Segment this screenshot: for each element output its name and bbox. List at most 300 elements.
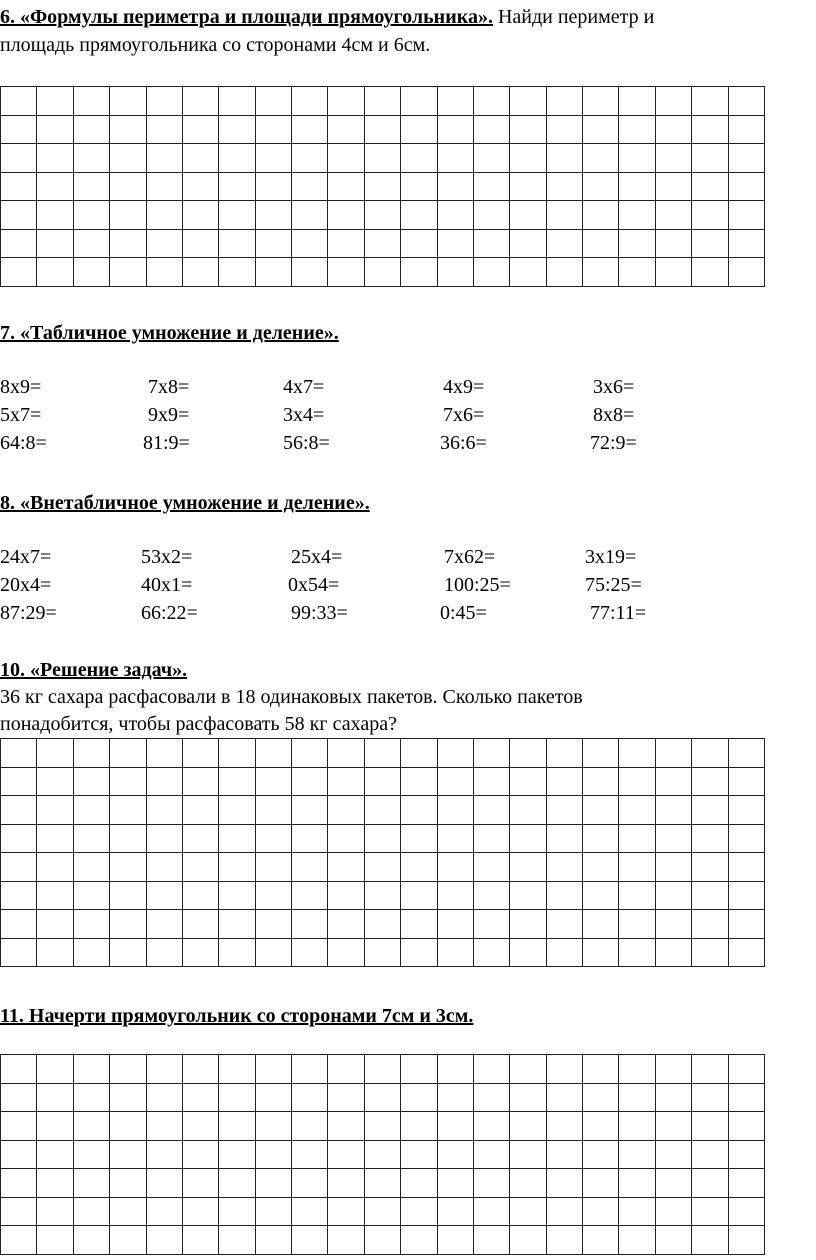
grid-cell	[1, 910, 37, 939]
grid-cell	[583, 144, 619, 173]
grid-cell	[255, 1140, 291, 1169]
grid-cell	[728, 1083, 765, 1112]
grid-cell	[473, 1197, 509, 1226]
grid-cell	[473, 201, 509, 230]
grid-cell	[110, 767, 146, 796]
grid-cell	[73, 853, 109, 882]
task10-text-line1: 36 кг сахара расфасовали в 18 одинаковых пакетов. Сколько пакетов	[0, 686, 583, 708]
grid-cell	[692, 229, 728, 258]
grid-cell	[255, 853, 291, 882]
grid-cell	[728, 229, 765, 258]
grid-cell	[510, 1169, 546, 1198]
grid-cell	[292, 172, 328, 201]
grid-cell	[510, 1083, 546, 1112]
grid-cell	[437, 115, 473, 144]
grid-cell	[182, 824, 218, 853]
grid-cell	[364, 739, 400, 768]
grid-cell	[110, 1226, 146, 1255]
grid-cell	[146, 172, 182, 201]
grid-cell	[655, 1169, 691, 1198]
grid-cell	[510, 144, 546, 173]
grid-cell	[182, 881, 218, 910]
grid-cell	[328, 881, 364, 910]
grid-cell	[401, 1140, 437, 1169]
grid-cell	[146, 229, 182, 258]
grid-cell	[692, 1055, 728, 1084]
grid-row	[1, 1226, 765, 1255]
grid-cell	[437, 229, 473, 258]
grid-cell	[255, 144, 291, 173]
grid-cell	[219, 938, 255, 967]
example-item: 72:9=	[590, 432, 637, 454]
grid-cell	[37, 1226, 73, 1255]
example-item: 8х8=	[593, 404, 635, 426]
grid-cell	[546, 853, 582, 882]
grid-cell	[146, 853, 182, 882]
grid-cell	[692, 87, 728, 116]
grid-cell	[619, 172, 655, 201]
grid-cell	[146, 1197, 182, 1226]
grid-cell	[510, 1055, 546, 1084]
grid-cell	[546, 910, 582, 939]
grid-cell	[328, 115, 364, 144]
grid-cell	[255, 767, 291, 796]
grid-cell	[110, 853, 146, 882]
grid-row	[1, 201, 765, 230]
grid-cell	[182, 1197, 218, 1226]
grid-cell	[655, 115, 691, 144]
grid-cell	[182, 796, 218, 825]
grid-cell	[146, 796, 182, 825]
grid-cell	[692, 739, 728, 768]
grid-cell	[255, 115, 291, 144]
grid-cell	[510, 824, 546, 853]
grid-row	[1, 938, 765, 967]
example-item: 24х7=	[0, 546, 52, 568]
grid-cell	[728, 87, 765, 116]
grid-cell	[37, 796, 73, 825]
grid-cell	[473, 229, 509, 258]
grid-cell	[1, 115, 37, 144]
grid-cell	[1, 172, 37, 201]
grid-cell	[401, 824, 437, 853]
grid-cell	[510, 739, 546, 768]
grid-cell	[1, 1226, 37, 1255]
grid-cell	[655, 1083, 691, 1112]
grid-cell	[437, 258, 473, 287]
grid-cell	[73, 229, 109, 258]
grid-cell	[510, 87, 546, 116]
grid-cell	[219, 796, 255, 825]
grid-cell	[473, 1140, 509, 1169]
grid-cell	[182, 172, 218, 201]
grid-cell	[328, 767, 364, 796]
grid-cell	[364, 201, 400, 230]
grid-cell	[182, 938, 218, 967]
grid-row	[1, 1083, 765, 1112]
grid-cell	[728, 938, 765, 967]
task6-header-line	[0, 4, 654, 30]
grid-cell	[182, 258, 218, 287]
grid-cell	[255, 87, 291, 116]
grid-cell	[146, 1083, 182, 1112]
grid-row	[1, 1197, 765, 1226]
grid-cell	[692, 1112, 728, 1141]
grid-cell	[583, 115, 619, 144]
grid-cell	[619, 144, 655, 173]
grid-cell	[401, 1083, 437, 1112]
grid-cell	[37, 144, 73, 173]
grid-cell	[37, 258, 73, 287]
grid-cell	[583, 1140, 619, 1169]
grid-cell	[146, 258, 182, 287]
grid-cell	[255, 201, 291, 230]
grid-cell	[255, 796, 291, 825]
grid-cell	[583, 258, 619, 287]
grid-cell	[364, 910, 400, 939]
grid-cell	[73, 144, 109, 173]
grid-cell	[219, 144, 255, 173]
grid-cell	[401, 1169, 437, 1198]
grid-cell	[182, 853, 218, 882]
grid-cell	[619, 1140, 655, 1169]
grid-cell	[219, 115, 255, 144]
grid-cell	[655, 1197, 691, 1226]
grid-cell	[73, 115, 109, 144]
grid-cell	[510, 853, 546, 882]
grid-cell	[73, 87, 109, 116]
grid-cell	[364, 824, 400, 853]
grid-cell	[728, 1169, 765, 1198]
grid-cell	[655, 1226, 691, 1255]
grid-cell	[182, 201, 218, 230]
grid-cell	[292, 258, 328, 287]
grid-cell	[255, 1055, 291, 1084]
grid-cell	[292, 1226, 328, 1255]
grid-cell	[255, 258, 291, 287]
grid-cell	[73, 1055, 109, 1084]
grid-cell	[655, 258, 691, 287]
task10-text-line2: понадобится, чтобы расфасовать 58 кг сахара?	[0, 713, 397, 735]
grid-cell	[328, 144, 364, 173]
grid-cell	[73, 824, 109, 853]
grid-cell	[619, 258, 655, 287]
grid-cell	[37, 1140, 73, 1169]
grid-cell	[182, 1169, 218, 1198]
grid-cell	[473, 1226, 509, 1255]
grid-cell	[473, 144, 509, 173]
grid-cell	[692, 853, 728, 882]
grid-cell	[728, 258, 765, 287]
grid-cell	[1, 201, 37, 230]
grid-cell	[364, 1055, 400, 1084]
grid-cell	[219, 824, 255, 853]
grid-cell	[619, 201, 655, 230]
grid-cell	[510, 938, 546, 967]
grid-cell	[655, 172, 691, 201]
grid-cell	[583, 796, 619, 825]
grid-cell	[692, 1226, 728, 1255]
grid-cell	[255, 1197, 291, 1226]
grid-cell	[37, 853, 73, 882]
example-item: 4х9=	[443, 376, 485, 398]
example-item: 4х7=	[283, 376, 325, 398]
grid-cell	[692, 796, 728, 825]
grid-cell	[546, 229, 582, 258]
grid-cell	[401, 1197, 437, 1226]
grid-cell	[401, 767, 437, 796]
grid-cell	[37, 87, 73, 116]
grid-cell	[328, 1083, 364, 1112]
task6-heading: 6. «Формулы периметра и площади прямоугольника».	[0, 6, 493, 28]
grid-cell	[182, 1226, 218, 1255]
grid-cell	[292, 229, 328, 258]
grid-cell	[546, 1112, 582, 1141]
grid-row	[1, 853, 765, 882]
task10-squared-grid	[0, 738, 765, 967]
grid-cell	[583, 1055, 619, 1084]
example-item: 77:11=	[590, 602, 647, 624]
grid-cell	[146, 739, 182, 768]
grid-cell	[546, 258, 582, 287]
grid-cell	[110, 881, 146, 910]
grid-row	[1, 115, 765, 144]
grid-cell	[473, 910, 509, 939]
example-item: 66:22=	[141, 602, 198, 624]
grid-cell	[146, 144, 182, 173]
grid-cell	[37, 824, 73, 853]
task7-heading: 7. «Табличное умножение и деление».	[0, 322, 339, 344]
grid-cell	[219, 910, 255, 939]
grid-cell	[401, 1112, 437, 1141]
grid-cell	[583, 1112, 619, 1141]
grid-cell	[728, 1197, 765, 1226]
grid-cell	[473, 1169, 509, 1198]
grid-cell	[510, 1197, 546, 1226]
grid-cell	[255, 910, 291, 939]
grid-cell	[182, 767, 218, 796]
grid-cell	[364, 1226, 400, 1255]
grid-cell	[1, 938, 37, 967]
grid-cell	[401, 258, 437, 287]
grid-cell	[37, 1083, 73, 1112]
grid-cell	[219, 258, 255, 287]
grid-cell	[110, 1140, 146, 1169]
grid-cell	[619, 824, 655, 853]
grid-cell	[1, 739, 37, 768]
example-item: 53х2=	[141, 546, 193, 568]
grid-cell	[146, 1112, 182, 1141]
grid-cell	[583, 739, 619, 768]
grid-cell	[328, 1197, 364, 1226]
grid-cell	[619, 853, 655, 882]
grid-cell	[728, 1226, 765, 1255]
grid-cell	[328, 1140, 364, 1169]
grid-cell	[583, 910, 619, 939]
grid-cell	[328, 938, 364, 967]
grid-cell	[655, 739, 691, 768]
grid-cell	[728, 115, 765, 144]
task10-heading: 10. «Решение задач».	[0, 659, 188, 681]
grid-cell	[583, 824, 619, 853]
grid-row	[1, 739, 765, 768]
task6-squared-grid	[0, 86, 765, 287]
grid-cell	[110, 229, 146, 258]
grid-cell	[510, 1112, 546, 1141]
grid-cell	[619, 1169, 655, 1198]
grid-cell	[292, 1083, 328, 1112]
grid-cell	[473, 881, 509, 910]
grid-cell	[364, 796, 400, 825]
grid-cell	[37, 739, 73, 768]
grid-cell	[692, 824, 728, 853]
grid-cell	[401, 796, 437, 825]
grid-cell	[473, 172, 509, 201]
grid-cell	[655, 938, 691, 967]
example-item: 3х6=	[593, 376, 635, 398]
grid-cell	[219, 739, 255, 768]
grid-cell	[619, 1197, 655, 1226]
grid-cell	[292, 796, 328, 825]
grid-cell	[364, 1140, 400, 1169]
grid-cell	[1, 1055, 37, 1084]
example-item: 0х54=	[288, 574, 340, 596]
example-item: 9х9=	[148, 404, 190, 426]
grid-cell	[182, 1055, 218, 1084]
grid-cell	[364, 1112, 400, 1141]
grid-cell	[401, 229, 437, 258]
grid-cell	[510, 1226, 546, 1255]
grid-cell	[73, 1197, 109, 1226]
grid-cell	[437, 1083, 473, 1112]
grid-cell	[473, 796, 509, 825]
grid-cell	[728, 1055, 765, 1084]
grid-cell	[73, 258, 109, 287]
grid-cell	[364, 258, 400, 287]
grid-cell	[364, 144, 400, 173]
grid-cell	[182, 1140, 218, 1169]
grid-cell	[328, 229, 364, 258]
grid-cell	[364, 938, 400, 967]
grid-cell	[255, 1112, 291, 1141]
grid-cell	[1, 229, 37, 258]
grid-cell	[73, 172, 109, 201]
grid-cell	[73, 1169, 109, 1198]
grid-cell	[401, 1055, 437, 1084]
grid-cell	[728, 1112, 765, 1141]
grid-cell	[37, 201, 73, 230]
grid-cell	[692, 767, 728, 796]
grid-cell	[146, 1226, 182, 1255]
grid-cell	[437, 938, 473, 967]
grid-cell	[692, 115, 728, 144]
grid-cell	[364, 853, 400, 882]
grid-cell	[73, 1226, 109, 1255]
example-item: 7х62=	[444, 546, 496, 568]
grid-row	[1, 881, 765, 910]
grid-cell	[37, 938, 73, 967]
grid-cell	[292, 1169, 328, 1198]
grid-cell	[619, 767, 655, 796]
grid-cell	[401, 201, 437, 230]
grid-cell	[655, 853, 691, 882]
grid-cell	[655, 87, 691, 116]
grid-cell	[546, 87, 582, 116]
example-item: 3х4=	[283, 404, 325, 426]
grid-cell	[473, 767, 509, 796]
grid-cell	[110, 1055, 146, 1084]
grid-cell	[655, 824, 691, 853]
grid-cell	[255, 1083, 291, 1112]
grid-cell	[546, 824, 582, 853]
grid-cell	[255, 881, 291, 910]
grid-cell	[546, 1226, 582, 1255]
grid-cell	[73, 739, 109, 768]
grid-cell	[437, 1112, 473, 1141]
grid-cell	[219, 1112, 255, 1141]
grid-cell	[110, 201, 146, 230]
grid-cell	[328, 172, 364, 201]
grid-cell	[655, 144, 691, 173]
grid-row	[1, 1169, 765, 1198]
grid-cell	[728, 1140, 765, 1169]
grid-cell	[1, 1169, 37, 1198]
grid-cell	[328, 1169, 364, 1198]
grid-cell	[255, 824, 291, 853]
grid-cell	[1, 1083, 37, 1112]
grid-cell	[292, 853, 328, 882]
grid-cell	[110, 938, 146, 967]
grid-cell	[728, 824, 765, 853]
grid-cell	[619, 1055, 655, 1084]
grid-cell	[292, 1140, 328, 1169]
grid-cell	[692, 201, 728, 230]
grid-cell	[655, 910, 691, 939]
grid-cell	[692, 1169, 728, 1198]
grid-cell	[583, 1226, 619, 1255]
grid-cell	[364, 115, 400, 144]
grid-cell	[255, 739, 291, 768]
grid-cell	[619, 739, 655, 768]
grid-row	[1, 229, 765, 258]
grid-cell	[37, 767, 73, 796]
grid-cell	[292, 144, 328, 173]
grid-cell	[655, 1140, 691, 1169]
grid-cell	[328, 87, 364, 116]
grid-cell	[182, 87, 218, 116]
grid-cell	[401, 739, 437, 768]
grid-cell	[219, 229, 255, 258]
grid-cell	[146, 201, 182, 230]
grid-cell	[292, 910, 328, 939]
grid-cell	[655, 767, 691, 796]
grid-cell	[328, 258, 364, 287]
grid-cell	[437, 144, 473, 173]
grid-cell	[546, 767, 582, 796]
grid-cell	[401, 144, 437, 173]
example-item: 5х7=	[0, 404, 42, 426]
grid-cell	[619, 1112, 655, 1141]
grid-cell	[401, 115, 437, 144]
grid-cell	[219, 87, 255, 116]
example-item: 40х1=	[141, 574, 193, 596]
grid-cell	[473, 853, 509, 882]
grid-cell	[37, 910, 73, 939]
grid-cell	[583, 87, 619, 116]
grid-cell	[510, 910, 546, 939]
example-item: 75:25=	[585, 574, 642, 596]
grid-cell	[619, 229, 655, 258]
